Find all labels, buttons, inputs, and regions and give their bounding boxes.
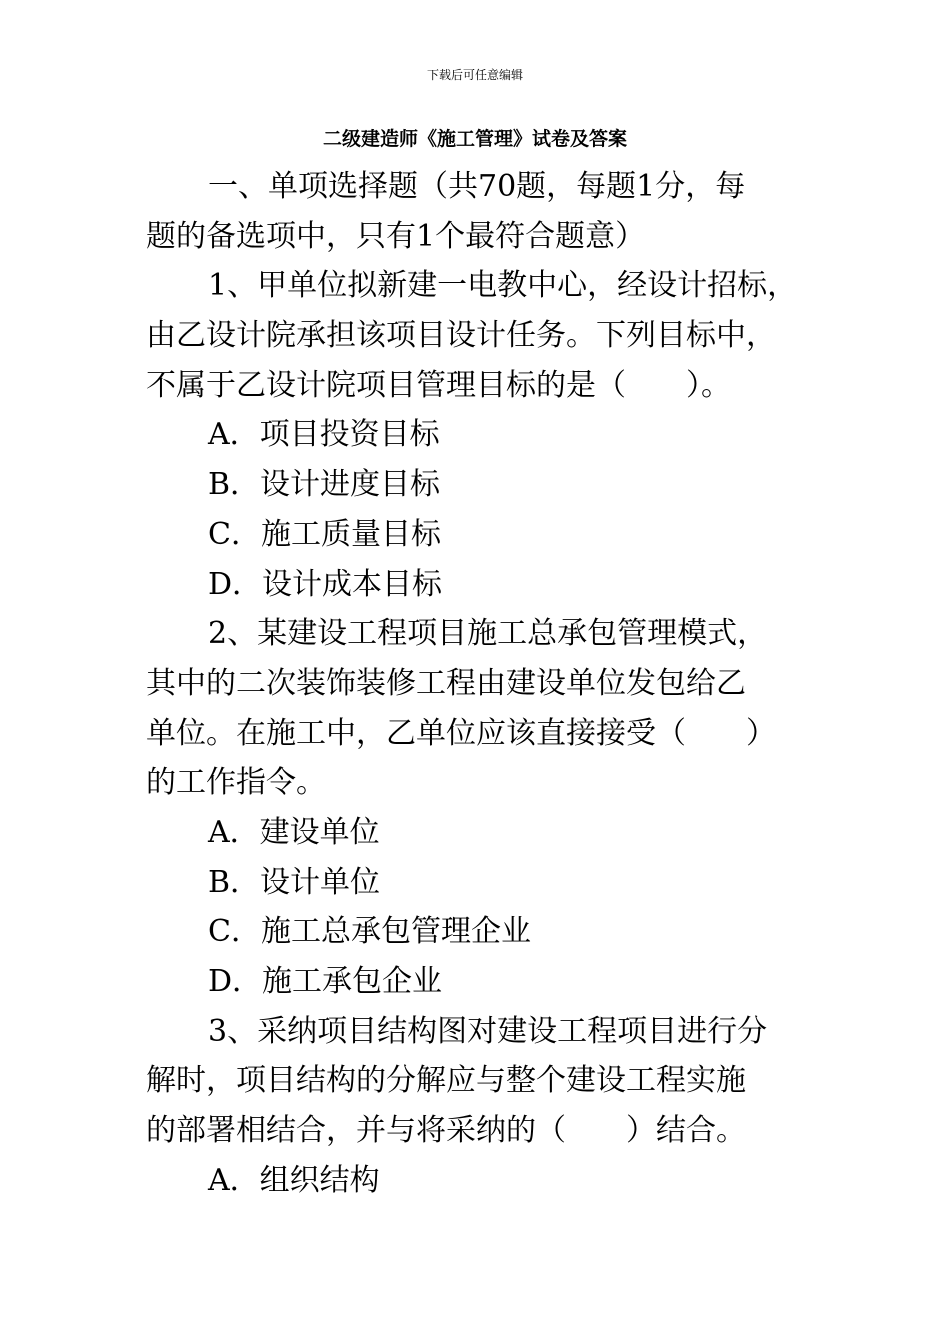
question-1-option-c: C．施工质量目标 xyxy=(208,516,441,552)
question-3-stem: 3、采纳项目结构图对建设工程项目进行分 xyxy=(208,1013,768,1049)
question-2-option-d: D．施工承包企业 xyxy=(208,964,443,999)
document-body xyxy=(146,162,814,1205)
question-1-option-d: D．设计成本目标 xyxy=(208,566,443,602)
question-1-stem-cont: 不属于乙设计院项目管理目标的是（ ）。 xyxy=(146,367,731,403)
question-1-stem-cont: 由乙设计院承担该项目设计任务。下列目标中， xyxy=(146,318,776,354)
header-note: 下载后可任意编辑 xyxy=(426,68,523,82)
question-1-option-a: A．项目投资目标 xyxy=(208,417,440,453)
question-2-stem: 2、某建设工程项目施工总承包管理模式， xyxy=(208,616,768,652)
question-2-option-c: C．施工总承包管理企业 xyxy=(208,914,531,950)
question-1-option-b: B．设计进度目标 xyxy=(208,467,441,503)
question-2-option-b: B．设计单位 xyxy=(208,864,381,900)
question-3-stem-cont: 解时，项目结构的分解应与整个建设工程实施 xyxy=(146,1063,746,1099)
question-1-stem: 1、甲单位拟新建一电教中心，经设计招标， xyxy=(208,268,798,304)
question-2-option-a: A．建设单位 xyxy=(208,814,380,850)
section-heading: 一、单项选择题（共70题，每题1分，每 xyxy=(208,169,746,204)
question-3-option-a: A．组织结构 xyxy=(208,1162,380,1198)
document-title: 二级建造师《施工管理》试卷及答案 xyxy=(322,128,627,150)
section-heading-cont: 题的备选项中，只有1个最符合题意） xyxy=(146,218,646,254)
question-2-stem-cont: 单位。在施工中，乙单位应该直接接受（ ） xyxy=(146,715,776,751)
question-2-stem-cont: 的工作指令。 xyxy=(146,765,326,801)
question-2-stem-cont: 其中的二次装饰装修工程由建设单位发包给乙 xyxy=(146,665,746,701)
question-3-stem-cont: 的部署相结合，并与将采纳的（ ）结合。 xyxy=(146,1113,746,1149)
